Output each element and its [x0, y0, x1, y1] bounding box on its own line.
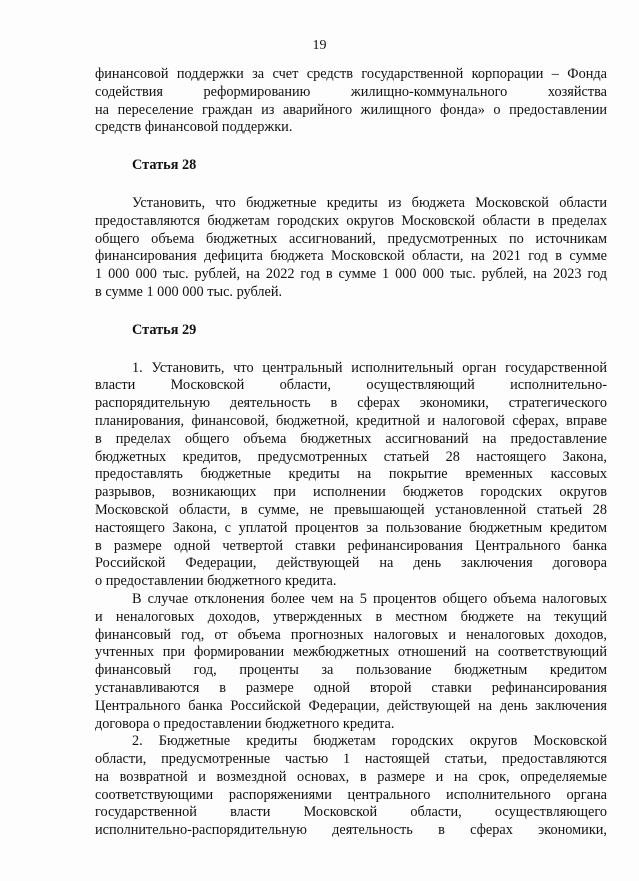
page-number: 19	[312, 38, 327, 53]
text-line: предоставляются бюджетам городских округов Московской области в пределах	[95, 212, 607, 229]
text-line: предоставлять бюджетные кредиты на покрытие временных кассовых	[95, 466, 607, 483]
document-body	[95, 66, 607, 840]
text-line: государственной власти Московской области, осуществляющего	[95, 804, 607, 821]
text-line: содействия реформированию жилищно-коммунального хозяйства	[95, 83, 607, 100]
text-line: бюджетных кредитов, предусмотренных статьей 28 настоящего Закона,	[95, 448, 607, 465]
text-line: разрывов, возникающих при исполнении бюджетов городских округов	[95, 484, 607, 501]
text-line: настоящего Закона, с уплатой процентов за пользование бюджетным кредитом	[95, 519, 607, 536]
text-line: финансовой поддержки за счет средств государственной корпорации – Фонда	[95, 66, 607, 82]
text-line: в пределах общего объема бюджетных ассигнований на предоставление	[95, 430, 607, 447]
text-line: договора о предоставлении бюджетного кредита.	[95, 715, 395, 732]
text-line: учтенных при формировании межбюджетных отношений на соответствующий	[95, 644, 607, 661]
text-line: общего объема бюджетных ассигнований, предусмотренных по источникам	[95, 230, 607, 247]
text-line: 1 000 000 тыс. рублей, на 2022 год в сумме 1 000 000 тыс. рублей, на 2023 год	[95, 266, 607, 283]
text-line: 2. Бюджетные кредиты бюджетам городских округов Московской	[132, 733, 607, 750]
text-line: финансовый год, от объема прогнозных налоговых и неналоговых доходов,	[95, 626, 607, 643]
text-line: Установить, что бюджетные кредиты из бюджета Московской области	[132, 194, 607, 211]
text-line: в сумме 1 000 000 тыс. рублей.	[95, 283, 283, 300]
text-line: области, предусмотренные частью 1 настоящей статьи, предоставляются	[95, 751, 607, 768]
text-line: власти Московской области, осуществляющий исполнительно-	[95, 377, 607, 394]
text-line: финансирования дефицита бюджета Московской области, на 2021 год в сумме	[95, 248, 607, 265]
article-28-heading: Статья 28	[132, 157, 197, 174]
text-line: о предоставлении бюджетного кредита.	[95, 573, 337, 590]
text-line: на переселение граждан из аварийного жилищного фонда» о предоставлении	[95, 101, 607, 118]
text-line: на возвратной и возмездной основах, в размере и на срок, определяемые	[95, 768, 607, 785]
text-line: соответствующими распоряжениями центрального исполнительного органа	[95, 786, 607, 803]
text-line: планирования, финансовой, бюджетной, кредитной и налоговой сферах, вправе	[95, 412, 607, 429]
text-line: и неналоговых доходов, утвержденных в местном бюджете на текущий	[95, 608, 607, 625]
text-line: исполнительно-распорядительную деятельность в сферах экономики,	[95, 822, 607, 839]
text-line: Центрального банка Российской Федерации, действующей на день заключения	[95, 697, 607, 714]
article-29-heading: Статья 29	[132, 321, 197, 338]
text-line: распорядительную деятельность в сферах экономики, стратегического	[95, 395, 607, 412]
text-line: средств финансовой поддержки.	[95, 119, 293, 136]
text-line: устанавливаются в размере одной второй ставки рефинансирования	[95, 679, 607, 696]
text-line: в размере одной четвертой ставки рефинансирования Центрального банка	[95, 537, 607, 554]
text-line: финансовый год, проценты за пользование бюджетным кредитом	[95, 662, 607, 679]
text-line: 1. Установить, что центральный исполнительный орган государственной	[132, 359, 607, 376]
text-line: Московской области, в сумме, не превышающей установленной статьей 28	[95, 501, 607, 518]
text-line: В случае отклонения более чем на 5 процентов общего объема налоговых	[132, 590, 607, 607]
text-line: Российской Федерации, действующей на день заключения договора	[95, 555, 607, 572]
